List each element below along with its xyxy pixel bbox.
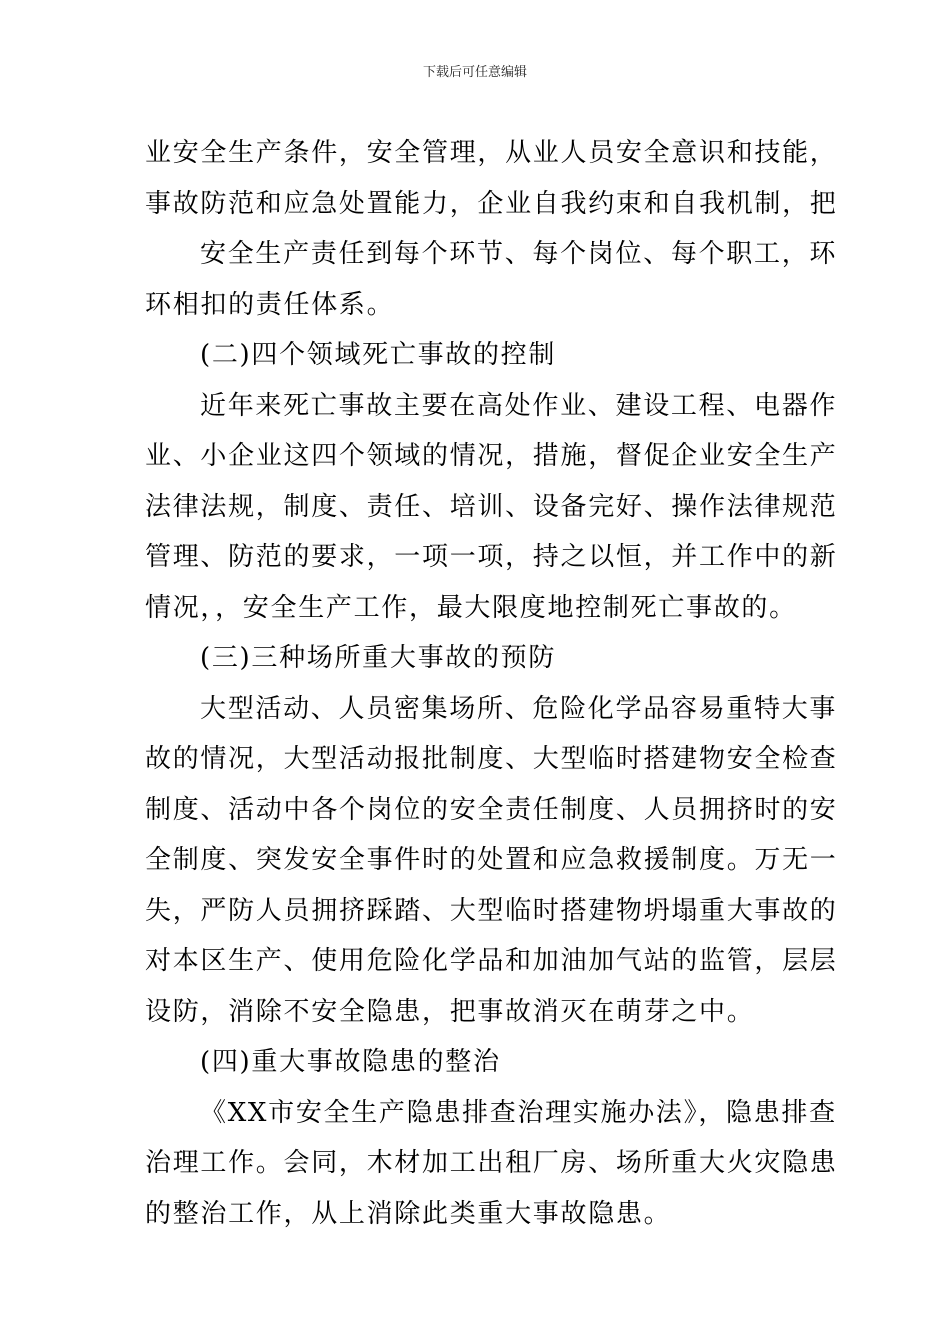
text-line: 制度、活动中各个岗位的安全责任制度、人员拥挤时的安 [145,794,838,825]
text-line: 管理、防范的要求，一项一项，持之以恒，并工作中的新 [145,542,838,572]
section-heading: (三)三种场所重大事故的预防 [200,643,557,673]
text-line: 失，严防人员拥挤踩踏、大型临时搭建物坍塌重大事故的 [145,895,838,926]
text-line: 对本区生产、使用危险化学品和加油加气站的监管，层层 [145,946,838,976]
text-line: 情况，，安全生产工作，最大限度地控制死亡事故的。 [145,592,797,623]
text-line: 治理工作。会同，木材加工出租厂房、场所重大火灾隐患 [145,1148,838,1178]
text-line: 环相扣的责任体系。 [145,289,395,320]
section-heading: (二)四个领域死亡事故的控制 [200,340,557,370]
section-heading: (四)重大事故隐患的整治 [200,1047,501,1077]
text-line: 业、小企业这四个领域的情况，措施，督促企业安全生产 [145,441,838,471]
text-line: 安全生产责任到每个环节、每个岗位、每个职工，环 [200,239,838,269]
text-line: 大型活动、人员密集场所、危险化学品容易重特大事 [200,693,838,724]
text-line: 的整治工作，从上消除此类重大事故隐患。 [145,1198,672,1229]
text-line: 事故防范和应急处置能力，企业自我约束和自我机制，把 [145,188,838,219]
document-body [145,128,838,1239]
text-line: 设防，消除不安全隐患，把事故消灭在萌芽之中。 [145,996,755,1027]
text-line: 故的情况，大型活动报批制度、大型临时搭建物安全检查 [145,744,838,774]
page-header: 下载后可任意编辑 [422,65,527,80]
text-line: 全制度、突发安全事件时的处置和应急救援制度。万无一 [145,845,838,875]
text-line: 《XX市安全生产隐患排查治理实施办法》，隐患排查 [200,1097,837,1128]
text-line: 法律法规，制度、责任、培训、设备完好、操作法律规范 [145,491,838,522]
text-line: 近年来死亡事故主要在高处作业、建设工程、电器作 [200,390,838,421]
text-line: 业安全生产条件，安全管理，从业人员安全意识和技能， [145,138,838,168]
